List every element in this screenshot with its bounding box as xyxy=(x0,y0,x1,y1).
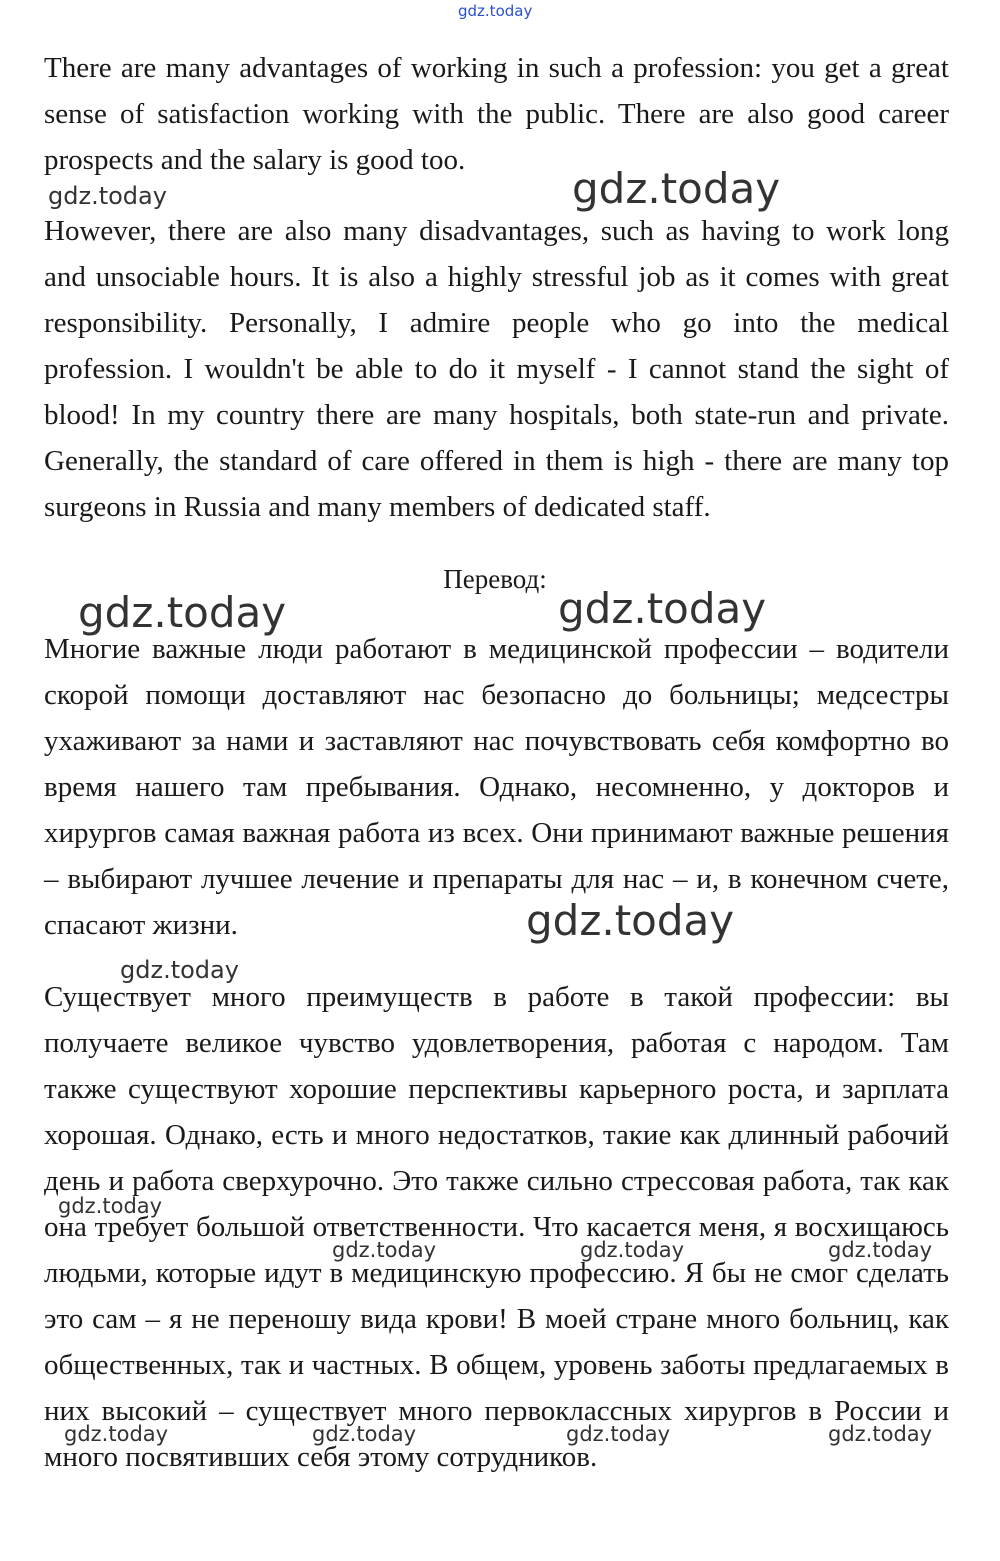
watermark: gdz.today xyxy=(572,164,781,213)
paragraph-en-disadvantages: However, there are also many disadvantages, such as having to work long and unsociable hours. It is also a highly stressful job as it comes with great responsibility. Personally, I admire people who go into the medical profession. I wouldn't be able to do it myself - I cannot stand the sight of blood! In my country there are many hospitals, both state-run and private. Generally, the standard of care offered in them is high - there are many top surgeons in Russia and many members of dedicated staff. xyxy=(44,215,949,523)
watermark: gdz.today xyxy=(332,1238,437,1262)
watermark: gdz.today xyxy=(828,1238,933,1262)
translation-heading: Перевод: xyxy=(443,564,547,594)
paragraph-ru-professions: Многие важные люди работают в медицинской профессии – водители скорой помощи доставляют нас безопасно до больницы; медсестры ухаживают за нами и заставляют нас почувствовать себя комфортно во время нашего там пребывания. Однако, несомненно, у докторов и хирургов самая важная работа из всех. Они принимают важные решения – выбирают лучшее лечение и препараты для нас – и, в конечном счете, спасают жизни. xyxy=(44,633,949,941)
watermark: gdz.today xyxy=(120,956,239,984)
watermark: gdz.today xyxy=(526,896,735,945)
watermark: gdz.today xyxy=(312,1422,417,1446)
watermark: gdz.today xyxy=(48,182,167,210)
paragraph-en-advantages: There are many advantages of working in such a profession: you get a great sense of satisfaction working with the public. There are also good career prospects and the salary is good too. xyxy=(44,52,949,176)
watermark: gdz.today xyxy=(64,1422,169,1446)
watermark: gdz.today xyxy=(580,1238,685,1262)
watermark: gdz.today xyxy=(558,584,767,633)
paragraph-ru-advantages: Существует много преимуществ в работе в такой профессии: вы получаете великое чувство удовлетворения, работая с народом. Там также существуют хорошие перспективы карьерного роста, и зарплата хорошая. Однако, есть и много недостатков, такие как длинный рабочий день и работа сверхурочно. Это также сильно стрессовая работа, так как она требует большой ответственности. Что касается меня, я восхищаюсь людьми, которые идут в медицинскую профессию. Я бы не смог сделать это сам – я не переношу вида крови! В моей стране много больниц, как общественных, так и частных. В общем, уровень заботы предлагаемых в них высокий – существует много первоклассных хирургов в России и много посвятивших себя этому сотрудников. xyxy=(44,981,949,1473)
watermark: gdz.today xyxy=(566,1422,671,1446)
watermark: gdz.today xyxy=(78,588,287,637)
watermark: gdz.today xyxy=(458,2,533,20)
watermark: gdz.today xyxy=(828,1422,933,1446)
watermark: gdz.today xyxy=(58,1194,163,1218)
